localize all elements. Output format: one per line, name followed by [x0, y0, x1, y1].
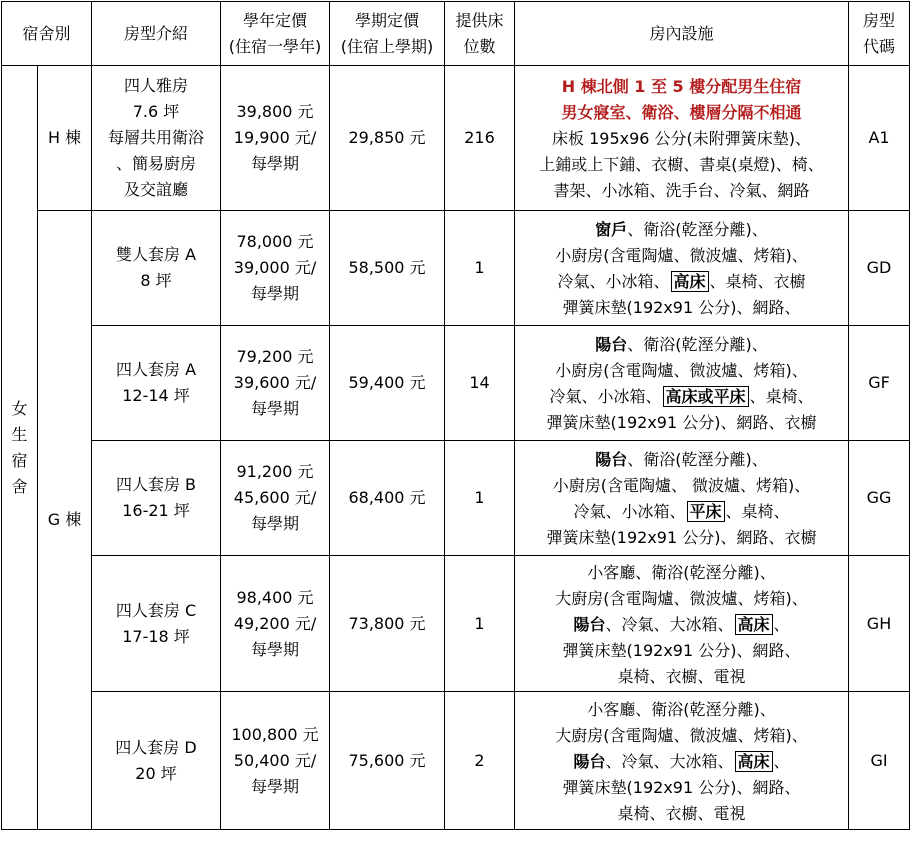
- room-code: GI: [849, 692, 910, 830]
- room-intro: 四人套房 D 20 坪: [92, 692, 221, 830]
- building-g: G 棟: [38, 211, 92, 830]
- bed-count: 1: [445, 556, 515, 692]
- room-code: GG: [849, 441, 910, 556]
- header-semester-price: 學期定價 (住宿上學期): [330, 2, 445, 66]
- header-beds: 提供床 位數: [445, 2, 515, 66]
- table-row: [2, 326, 910, 441]
- year-price: 98,400 元 49,200 元/ 每學期: [221, 556, 330, 692]
- bed-type-highlight: 高床: [671, 271, 709, 292]
- header-dorm-type: 宿舍別: [2, 2, 92, 66]
- table-row: [2, 211, 910, 326]
- room-facilities: 小客廳、衛浴(乾溼分離)、 大廚房(含電陶爐、微波爐、烤箱)、 陽台、冷氣、大冰箱、 高床 、 彈簧床墊(192x91 公分)、網路、 桌椅、衣櫥、電視: [515, 556, 849, 692]
- building-h: H 棟: [38, 66, 92, 211]
- semester-price: 73,800 元: [330, 556, 445, 692]
- notice-male-floors: H 棟北側 1 至 5 樓分配男生住宿: [561, 77, 802, 96]
- dorm-label-female: 女 生 宿 舍: [2, 66, 38, 830]
- room-code: GD: [849, 211, 910, 326]
- header-row: [2, 2, 910, 66]
- bed-count: 2: [445, 692, 515, 830]
- room-intro: 四人雅房 7.6 坪 每層共用衛浴 、簡易廚房 及交誼廳: [92, 66, 221, 211]
- bed-type-highlight: 平床: [687, 501, 725, 522]
- room-facilities: 陽台、衛浴(乾溼分離)、 小廚房(含電陶爐、微波爐、烤箱)、 冷氣、小冰箱、 高床或平床 、桌椅、 彈簧床墊(192x91 公分)、網路、衣櫥: [515, 326, 849, 441]
- semester-price: 29,850 元: [330, 66, 445, 211]
- notice-separation: 男女寢室、衛浴、樓層分隔不相通: [561, 103, 802, 122]
- header-room-intro: 房型介紹: [92, 2, 221, 66]
- semester-price: 58,500 元: [330, 211, 445, 326]
- table-row: [2, 441, 910, 556]
- table-row: [2, 692, 910, 830]
- room-intro: 四人套房 A 12-14 坪: [92, 326, 221, 441]
- room-code: GF: [849, 326, 910, 441]
- bed-count: 14: [445, 326, 515, 441]
- semester-price: 68,400 元: [330, 441, 445, 556]
- header-year-price: 學年定價 (住宿一學年): [221, 2, 330, 66]
- semester-price: 75,600 元: [330, 692, 445, 830]
- bed-count: 1: [445, 211, 515, 326]
- bed-count: 1: [445, 441, 515, 556]
- bed-count: 216: [445, 66, 515, 211]
- room-intro: 雙人套房 A 8 坪: [92, 211, 221, 326]
- year-price: 79,200 元 39,600 元/ 每學期: [221, 326, 330, 441]
- room-facilities: 小客廳、衛浴(乾溼分離)、 大廚房(含電陶爐、微波爐、烤箱)、 陽台、冷氣、大冰箱、 高床 、 彈簧床墊(192x91 公分)、網路、 桌椅、衣櫥、電視: [515, 692, 849, 830]
- header-facilities: 房內設施: [515, 2, 849, 66]
- bed-type-highlight: 高床或平床: [663, 386, 749, 407]
- dorm-pricing-table: [1, 1, 910, 830]
- bed-type-highlight: 高床: [735, 751, 773, 772]
- bed-type-highlight: 高床: [735, 614, 773, 635]
- room-facilities: 窗戶、衛浴(乾溼分離)、 小廚房(含電陶爐、微波爐、烤箱)、 冷氣、小冰箱、 高床 、桌椅、衣櫥 彈簧床墊(192x91 公分)、網路、: [515, 211, 849, 326]
- table-row: [2, 556, 910, 692]
- room-intro: 四人套房 C 17-18 坪: [92, 556, 221, 692]
- room-facilities: 陽台、衛浴(乾溼分離)、 小廚房(含電陶爐、 微波爐、烤箱)、 冷氣、小冰箱、 平床 、桌椅、 彈簧床墊(192x91 公分)、網路、衣櫥: [515, 441, 849, 556]
- header-room-code: 房型 代碼: [849, 2, 910, 66]
- room-intro: 四人套房 B 16-21 坪: [92, 441, 221, 556]
- room-facilities: H 棟北側 1 至 5 樓分配男生住宿 男女寢室、衛浴、樓層分隔不相通 床板 195x96 公分(未附彈簧床墊)、 上鋪或上下鋪、衣櫥、書桌(桌燈)、椅、 書架、小冰箱、洗手台、冷氣、網路: [515, 66, 849, 211]
- year-price: 39,800 元 19,900 元/ 每學期: [221, 66, 330, 211]
- room-code: GH: [849, 556, 910, 692]
- room-code: A1: [849, 66, 910, 211]
- table-row: [2, 66, 910, 211]
- semester-price: 59,400 元: [330, 326, 445, 441]
- year-price: 91,200 元 45,600 元/ 每學期: [221, 441, 330, 556]
- year-price: 100,800 元 50,400 元/ 每學期: [221, 692, 330, 830]
- year-price: 78,000 元 39,000 元/ 每學期: [221, 211, 330, 326]
